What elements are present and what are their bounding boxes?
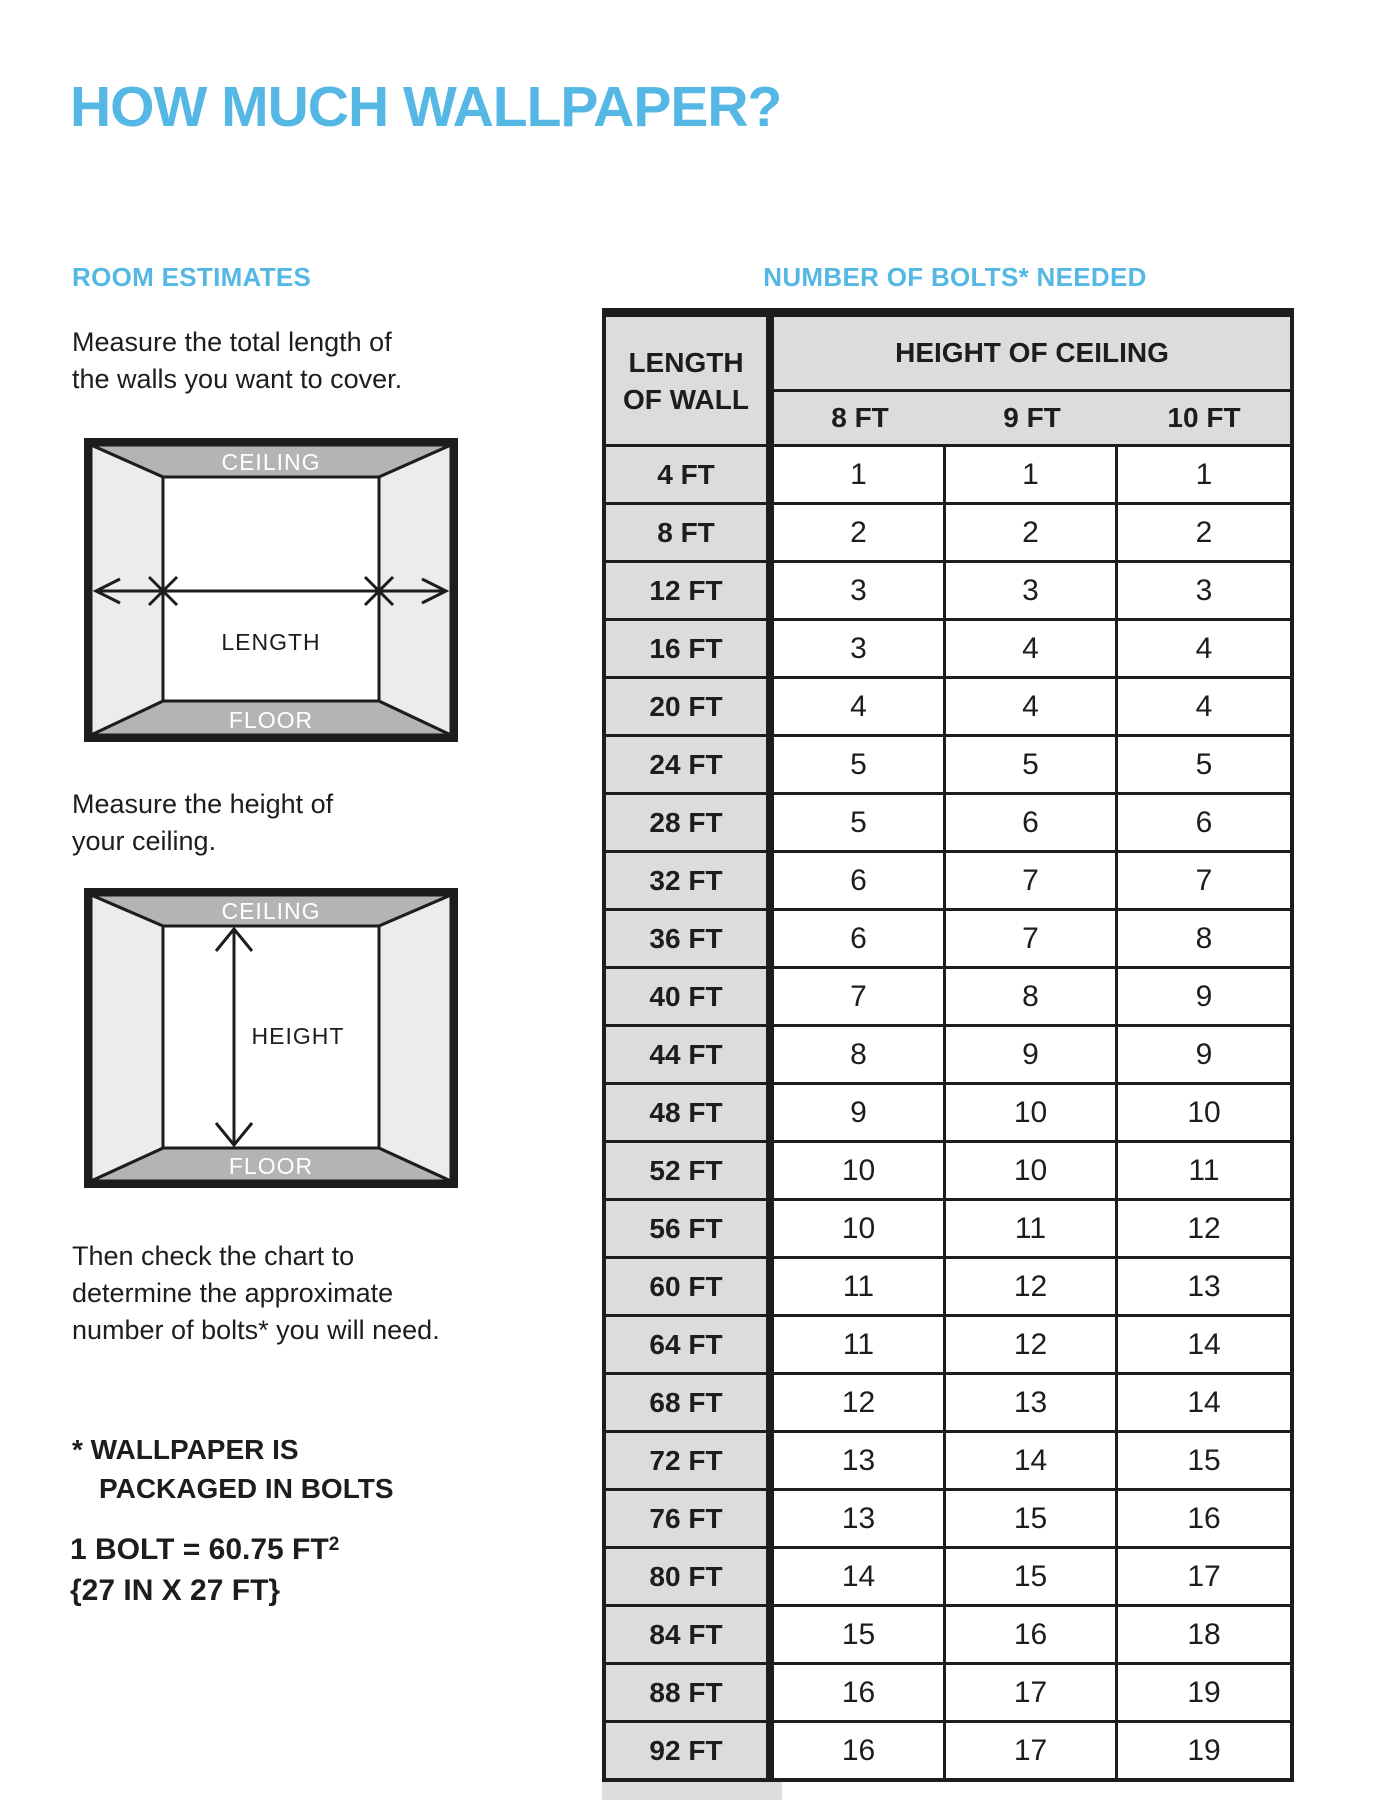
bolt-count-cell: 13 [774, 1433, 946, 1491]
bolt-size-spec [70, 1524, 339, 1611]
bolt-count-cell: 19 [1118, 1723, 1290, 1778]
wall-length-cell: 44 FT [606, 1027, 774, 1085]
bolt-count-cell: 17 [946, 1723, 1118, 1778]
table-row [606, 679, 1290, 737]
bolt-count-cell: 3 [946, 563, 1118, 621]
bolt-count-cell: 17 [946, 1665, 1118, 1723]
wall-length-cell: 88 FT [606, 1665, 774, 1723]
table-row [606, 737, 1290, 795]
wall-length-cell: 68 FT [606, 1375, 774, 1433]
floor-label: FLOOR [228, 1153, 314, 1179]
bolt-count-cell: 7 [946, 853, 1118, 911]
room-estimates-heading: ROOM ESTIMATES [72, 262, 312, 292]
bolt-count-cell: 15 [946, 1491, 1118, 1549]
table-row [606, 1665, 1290, 1723]
length-of-wall-header: LENGTH OF WALL [606, 317, 774, 447]
table-row [606, 621, 1290, 679]
table-row [606, 1085, 1290, 1143]
bolt-count-cell: 5 [946, 737, 1118, 795]
bolt-count-cell: 11 [774, 1259, 946, 1317]
bolt-count-cell: 7 [774, 969, 946, 1027]
bolt-count-cell: 16 [774, 1723, 946, 1778]
ceiling-9ft-header: 9 FT [946, 392, 1118, 447]
wall-length-cell: 32 FT [606, 853, 774, 911]
table-row [606, 505, 1290, 563]
table-row [606, 1143, 1290, 1201]
bolt-count-cell: 4 [946, 679, 1118, 737]
wall-length-cell: 40 FT [606, 969, 774, 1027]
bolt-count-cell: 10 [946, 1085, 1118, 1143]
bolt-count-cell: 14 [1118, 1317, 1290, 1375]
bolt-count-cell: 4 [774, 679, 946, 737]
wall-length-cell: 72 FT [606, 1433, 774, 1491]
bolt-equation-line [70, 1524, 339, 1570]
ceiling-10ft-header: 10 FT [1118, 392, 1290, 447]
table-row [606, 1201, 1290, 1259]
bolt-count-cell: 3 [774, 563, 946, 621]
back-wall-face [163, 477, 379, 701]
bolt-count-cell: 7 [1118, 853, 1290, 911]
table-row [606, 1317, 1290, 1375]
wall-length-cell: 36 FT [606, 911, 774, 969]
room-height-diagram [84, 888, 458, 1188]
wall-length-cell: 76 FT [606, 1491, 774, 1549]
bolt-count-cell: 6 [1118, 795, 1290, 853]
check-chart-instruction: Then check the chart to determine the approximate number of bolts* you will need. [72, 1241, 440, 1345]
bolts-needed-table [602, 308, 1294, 1782]
wall-length-cell: 48 FT [606, 1085, 774, 1143]
bolt-count-cell: 14 [774, 1549, 946, 1607]
bolt-count-cell: 9 [774, 1085, 946, 1143]
table-row [606, 911, 1290, 969]
bolt-count-cell: 18 [1118, 1607, 1290, 1665]
wall-length-cell: 20 FT [606, 679, 774, 737]
wall-length-cell: 52 FT [606, 1143, 774, 1201]
bolt-count-cell: 5 [1118, 737, 1290, 795]
bolt-count-cell: 8 [946, 969, 1118, 1027]
bolt-count-cell: 16 [946, 1607, 1118, 1665]
bolt-count-cell: 2 [774, 505, 946, 563]
bolt-count-cell: 16 [774, 1665, 946, 1723]
floor-label: FLOOR [228, 707, 314, 733]
table-row [606, 1607, 1290, 1665]
page-title: HOW MUCH WALLPAPER? [70, 75, 782, 139]
bolt-count-cell: 12 [774, 1375, 946, 1433]
table-row [606, 1491, 1290, 1549]
wall-length-cell: 64 FT [606, 1317, 774, 1375]
table-row [606, 1027, 1290, 1085]
ceiling-label: CEILING [221, 898, 321, 924]
bolt-count-cell: 3 [774, 621, 946, 679]
bolt-count-cell: 14 [946, 1433, 1118, 1491]
wall-length-cell: 4 FT [606, 447, 774, 505]
table-row [606, 853, 1290, 911]
length-label: LENGTH [221, 629, 321, 655]
wall-length-cell: 28 FT [606, 795, 774, 853]
ceiling-8ft-header: 8 FT [774, 392, 946, 447]
right-wall-face [379, 895, 451, 1181]
ceiling-label: CEILING [221, 449, 321, 475]
bolt-count-cell: 6 [946, 795, 1118, 853]
table-row [606, 1375, 1290, 1433]
wallpaper-bolts-footnote: * WALLPAPER IS PACKAGED IN BOLTS [72, 1434, 394, 1504]
bolt-count-cell: 1 [946, 447, 1118, 505]
measure-height-instruction: Measure the height of your ceiling. [72, 789, 334, 856]
bolt-count-cell: 12 [946, 1259, 1118, 1317]
bolt-count-cell: 10 [946, 1143, 1118, 1201]
bolt-count-cell: 5 [774, 795, 946, 853]
bolt-count-cell: 15 [774, 1607, 946, 1665]
wall-length-cell: 12 FT [606, 563, 774, 621]
bolt-count-cell: 4 [1118, 679, 1290, 737]
bolt-count-cell: 1 [774, 447, 946, 505]
bolt-count-cell: 10 [774, 1201, 946, 1259]
table-row [606, 447, 1290, 505]
bolt-count-cell: 12 [946, 1317, 1118, 1375]
bolts-needed-heading: NUMBER OF BOLTS* NEEDED [763, 262, 1147, 292]
left-wall-face [91, 895, 163, 1181]
bolt-count-cell: 2 [1118, 505, 1290, 563]
bolt-count-cell: 11 [1118, 1143, 1290, 1201]
bolt-count-cell: 13 [774, 1491, 946, 1549]
wall-length-cell: 16 FT [606, 621, 774, 679]
bolt-count-cell: 1 [1118, 447, 1290, 505]
table-row [606, 1259, 1290, 1317]
table-row [606, 969, 1290, 1027]
table-row [606, 1433, 1290, 1491]
bolt-count-cell: 6 [774, 911, 946, 969]
bolt-count-cell: 4 [1118, 621, 1290, 679]
bolt-count-cell: 3 [1118, 563, 1290, 621]
bolt-dimensions-line: {27 IN X 27 FT} [70, 1574, 281, 1607]
bolt-count-cell: 8 [1118, 911, 1290, 969]
bolt-count-cell: 4 [946, 621, 1118, 679]
wall-length-cell: 24 FT [606, 737, 774, 795]
bolt-count-cell: 10 [1118, 1085, 1290, 1143]
bolt-count-cell: 11 [946, 1201, 1118, 1259]
table-header-row [606, 317, 1290, 392]
wall-length-cell: 56 FT [606, 1201, 774, 1259]
bolt-count-cell: 13 [1118, 1259, 1290, 1317]
bolt-count-cell: 11 [774, 1317, 946, 1375]
height-of-ceiling-header: HEIGHT OF CEILING [774, 317, 1290, 392]
bolt-count-cell: 6 [774, 853, 946, 911]
bolt-count-cell: 15 [946, 1549, 1118, 1607]
bolt-count-cell: 9 [1118, 969, 1290, 1027]
bolt-equation-exponent: 2 [328, 1534, 340, 1555]
table-row [606, 1549, 1290, 1607]
table-row [606, 795, 1290, 853]
bolt-count-cell: 9 [946, 1027, 1118, 1085]
bolt-count-cell: 9 [1118, 1027, 1290, 1085]
bolt-count-cell: 16 [1118, 1491, 1290, 1549]
bolt-count-cell: 13 [946, 1375, 1118, 1433]
room-length-diagram [84, 438, 458, 742]
bolt-equation-text: 1 BOLT = 60.75 FT [70, 1533, 329, 1566]
wall-length-cell: 84 FT [606, 1607, 774, 1665]
bolt-count-cell: 14 [1118, 1375, 1290, 1433]
bolt-count-cell: 19 [1118, 1665, 1290, 1723]
bolt-count-cell: 8 [774, 1027, 946, 1085]
wall-length-cell: 92 FT [606, 1723, 774, 1778]
bolt-count-cell: 2 [946, 505, 1118, 563]
bolt-count-cell: 12 [1118, 1201, 1290, 1259]
bolt-count-cell: 15 [1118, 1433, 1290, 1491]
table-row [606, 563, 1290, 621]
wall-length-cell: 60 FT [606, 1259, 774, 1317]
wall-length-cell: 8 FT [606, 505, 774, 563]
table-row [606, 1723, 1290, 1778]
measure-length-instruction: Measure the total length of the walls you want to cover. [72, 327, 403, 394]
bolt-count-cell: 7 [946, 911, 1118, 969]
height-label: HEIGHT [251, 1023, 345, 1049]
wall-length-cell: 80 FT [606, 1549, 774, 1607]
bolt-count-cell: 10 [774, 1143, 946, 1201]
bolt-count-cell: 5 [774, 737, 946, 795]
bolt-count-cell: 17 [1118, 1549, 1290, 1607]
